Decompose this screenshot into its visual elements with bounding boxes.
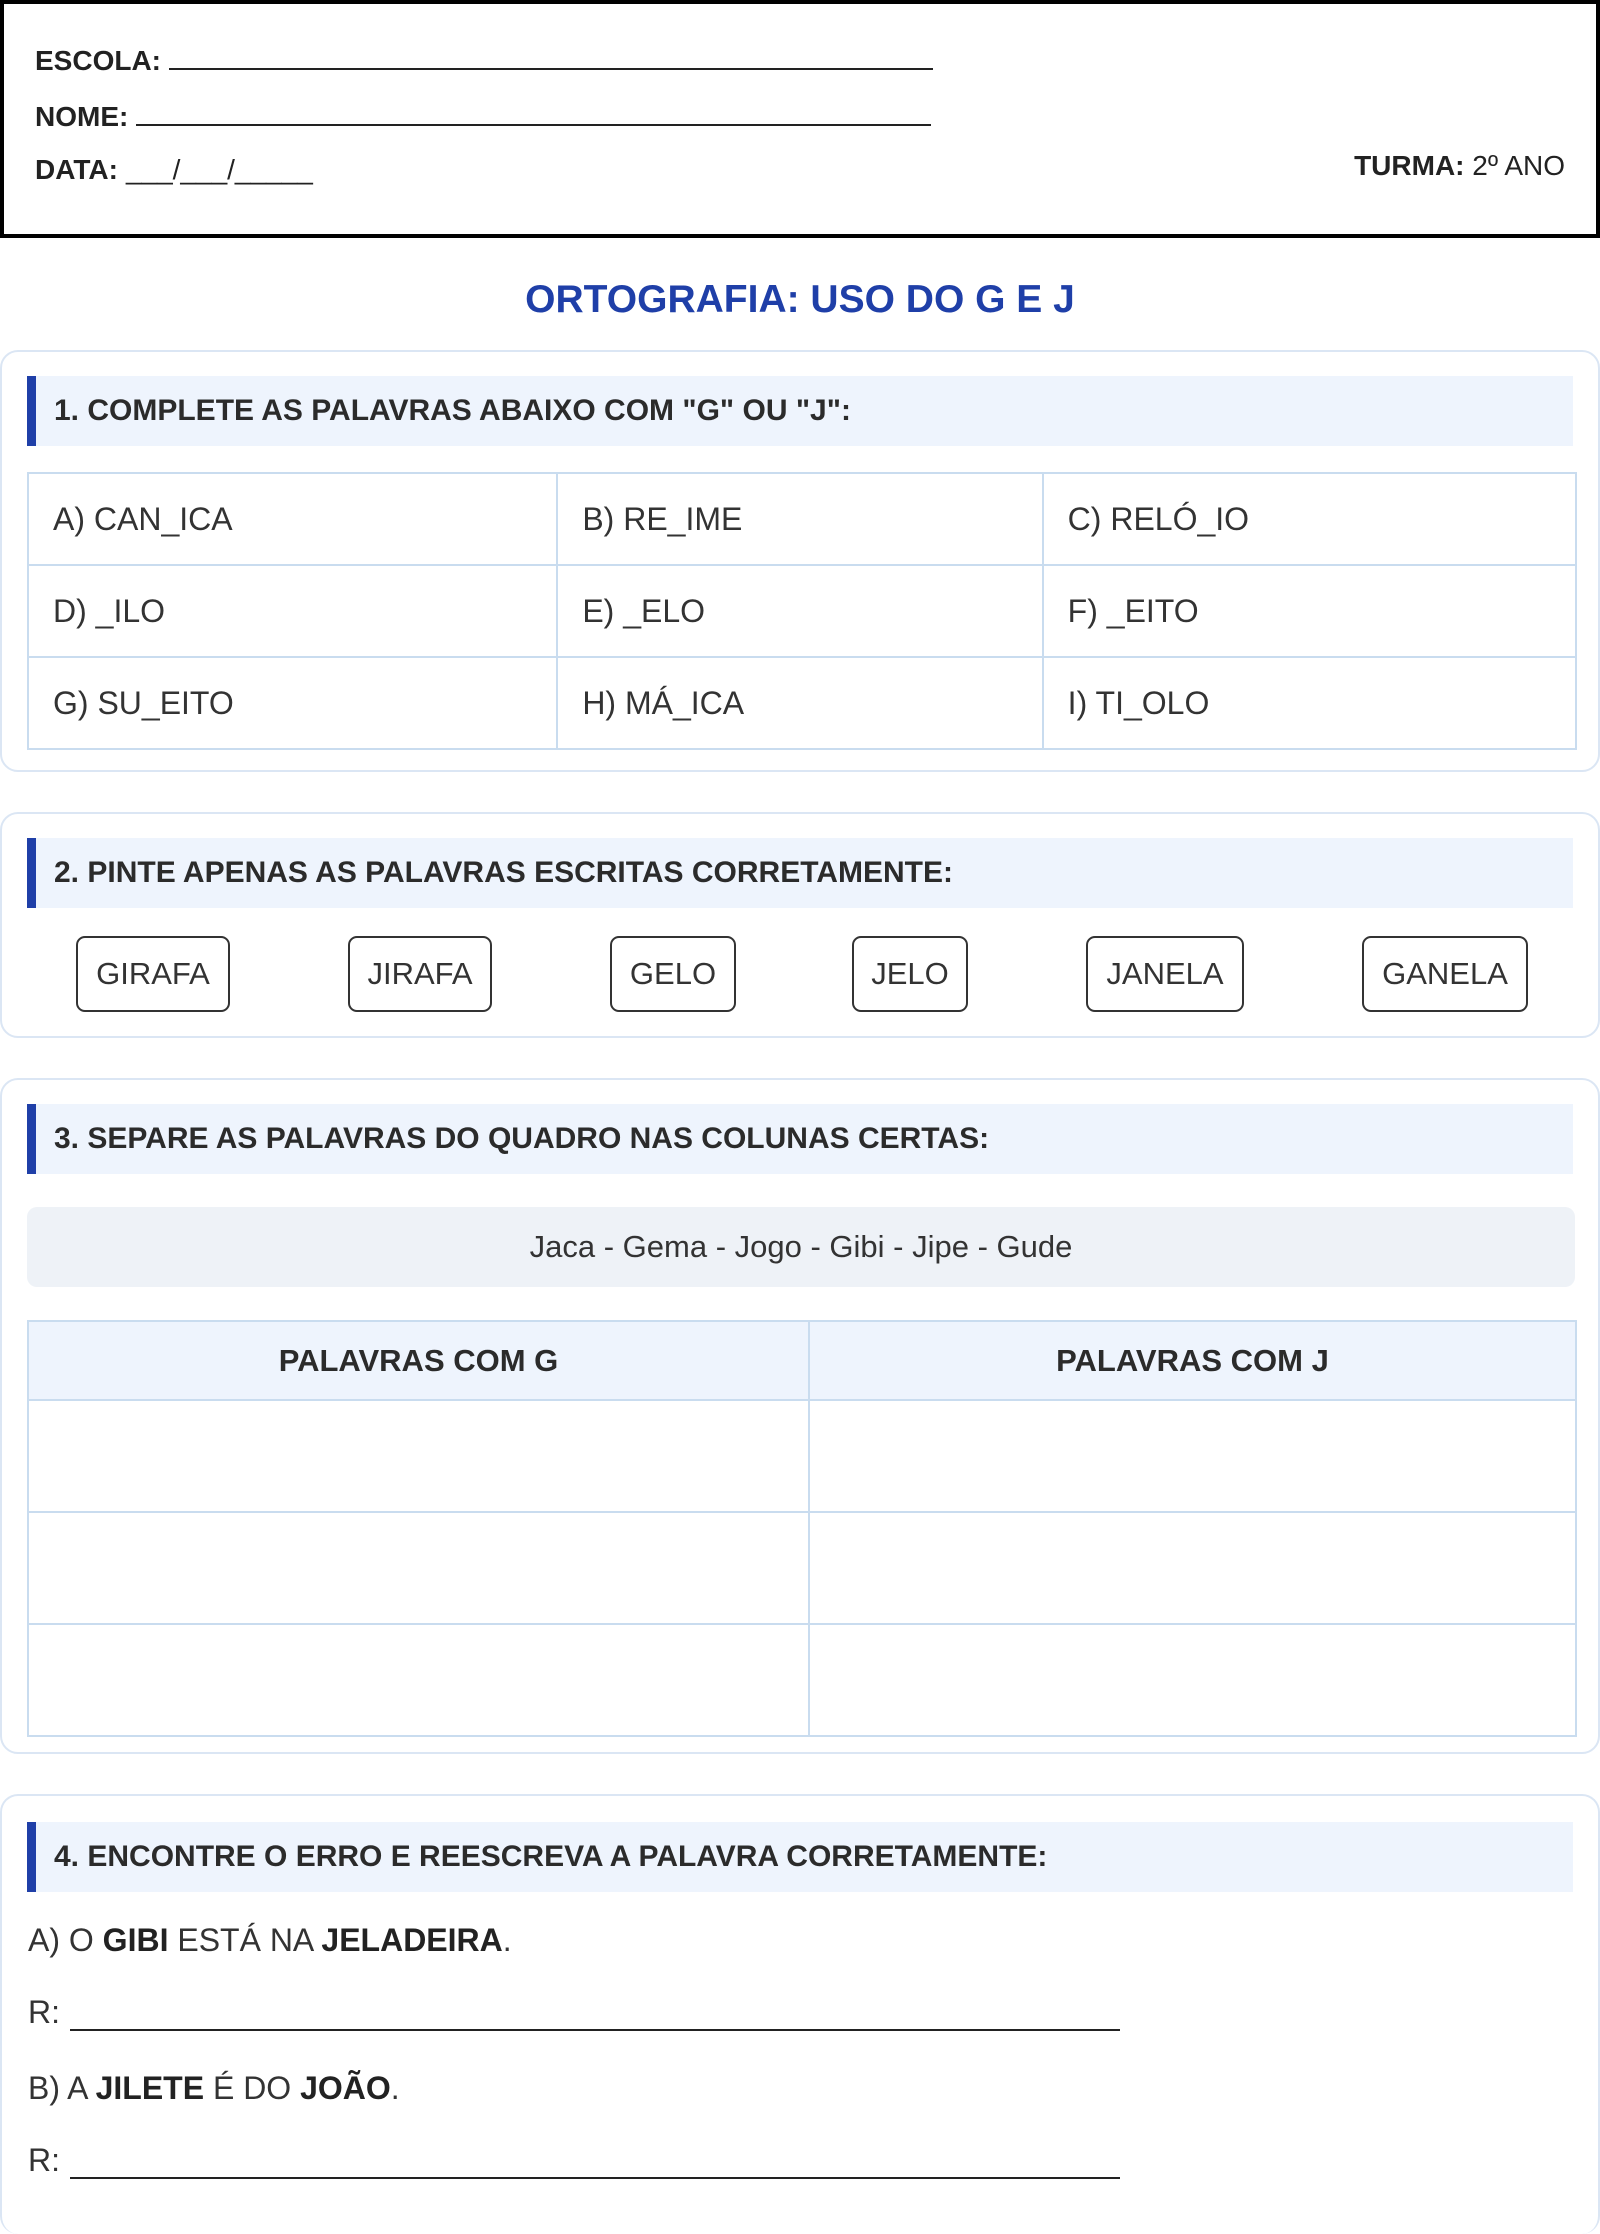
escola-label: ESCOLA: (35, 45, 161, 76)
question-text: B) A (28, 2070, 96, 2106)
bold-word: JELADEIRA (321, 1922, 503, 1958)
answer-line[interactable] (70, 2147, 1120, 2179)
answer-row-b (28, 2142, 1120, 2179)
nome-row (35, 98, 931, 133)
question-text: ESTÁ NA (168, 1922, 322, 1958)
word-cell: G) SU_EITO (28, 657, 557, 749)
bold-word: GIBI (102, 1922, 169, 1958)
section-2 (0, 812, 1600, 1038)
bold-word: JILETE (95, 2070, 205, 2106)
table-row (28, 1512, 1576, 1624)
answer-cell[interactable] (809, 1624, 1576, 1736)
column-header-j: PALAVRAS COM J (809, 1321, 1576, 1400)
section-2-heading: 2. PINTE APENAS AS PALAVRAS ESCRITAS CORRETAMENTE: (27, 838, 1573, 908)
word-cell: I) TI_OLO (1043, 657, 1576, 749)
question-text: . (502, 1922, 512, 1958)
section-3 (0, 1078, 1600, 1754)
header-box (0, 0, 1600, 238)
section-4-heading: 4. ENCONTRE O ERRO E REESCREVA A PALAVRA CORRETAMENTE: (27, 1822, 1573, 1892)
word-cell: E) _ELO (557, 565, 1042, 657)
answer-cell[interactable] (809, 1512, 1576, 1624)
turma (1354, 150, 1565, 182)
section-1 (0, 350, 1600, 772)
word-chip[interactable]: JELO (852, 936, 968, 1012)
word-cell: B) RE_IME (557, 473, 1042, 565)
question-text: . (390, 2070, 400, 2106)
table-row (28, 565, 1576, 657)
table-row (28, 1400, 1576, 1512)
answer-label: R: (28, 1994, 60, 2030)
data-label: DATA: (35, 154, 118, 185)
answer-line[interactable] (70, 1999, 1120, 2031)
turma-label: TURMA: (1354, 150, 1465, 181)
nome-field[interactable] (136, 98, 931, 126)
word-chip[interactable]: GIRAFA (76, 936, 230, 1012)
table-row (28, 473, 1576, 565)
question-text: A) O (28, 1922, 103, 1958)
word-cell: H) MÁ_ICA (557, 657, 1042, 749)
section-4 (0, 1794, 1600, 2234)
word-cell: F) _EITO (1043, 565, 1576, 657)
escola-row (35, 42, 933, 77)
question-b (28, 2070, 400, 2107)
answer-label: R: (28, 2142, 60, 2178)
word-bank: Jaca - Gema - Jogo - Gibi - Jipe - Gude (27, 1207, 1575, 1287)
word-chip[interactable]: JIRAFA (348, 936, 492, 1012)
word-chip[interactable]: JANELA (1086, 936, 1244, 1012)
page-title: ORTOGRAFIA: USO DO G E J (525, 278, 1075, 321)
question-text: É DO (204, 2070, 301, 2106)
data-field[interactable]: ___/___/_____ (125, 154, 313, 185)
answer-cell[interactable] (28, 1512, 809, 1624)
turma-value: 2º ANO (1472, 150, 1565, 181)
word-cell: A) CAN_ICA (28, 473, 557, 565)
word-chips (2, 936, 1600, 1012)
word-chip[interactable]: GELO (610, 936, 736, 1012)
answer-row-a (28, 1994, 1120, 2031)
answer-cell[interactable] (809, 1400, 1576, 1512)
section-1-heading: 1. COMPLETE AS PALAVRAS ABAIXO COM "G" OU "J": (27, 376, 1573, 446)
answer-cell[interactable] (28, 1624, 809, 1736)
nome-label: NOME: (35, 101, 129, 132)
table-header-row (28, 1321, 1576, 1400)
word-cell: C) RELÓ_IO (1043, 473, 1576, 565)
question-a (28, 1922, 512, 1959)
data-row (35, 154, 313, 186)
column-header-g: PALAVRAS COM G (28, 1321, 809, 1400)
sort-columns-table (27, 1320, 1577, 1737)
word-cell: D) _ILO (28, 565, 557, 657)
bold-word: JOÃO (300, 2070, 391, 2106)
section-3-heading: 3. SEPARE AS PALAVRAS DO QUADRO NAS COLUNAS CERTAS: (27, 1104, 1573, 1174)
table-row (28, 1624, 1576, 1736)
escola-field[interactable] (169, 42, 933, 70)
table-row (28, 657, 1576, 749)
complete-words-table (27, 472, 1577, 750)
word-chip[interactable]: GANELA (1362, 936, 1528, 1012)
answer-cell[interactable] (28, 1400, 809, 1512)
